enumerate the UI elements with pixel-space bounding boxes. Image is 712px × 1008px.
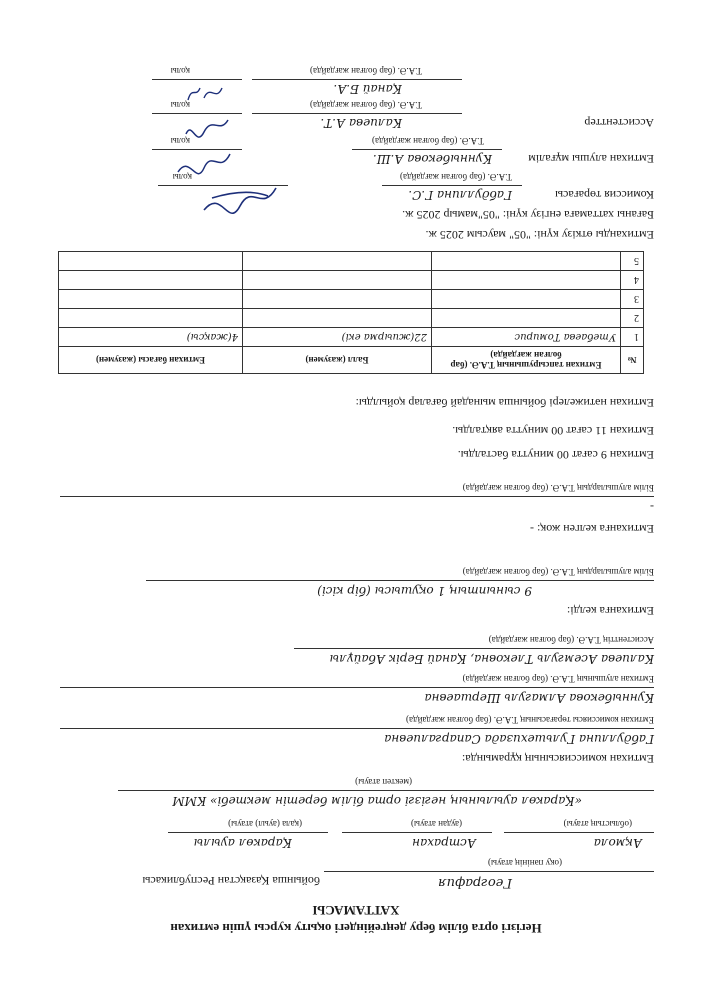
- district-caption: (аудан атауы): [411, 819, 462, 829]
- subject-caption: (оқу пәнінің атауы): [487, 858, 562, 868]
- examiner-sign-caption: қолы: [170, 136, 190, 146]
- cell-no: 5: [621, 252, 644, 271]
- cell-name: [432, 309, 621, 328]
- cell-points: [243, 252, 432, 271]
- cell-no: 4: [621, 271, 644, 290]
- chair-full-name: Габдуллина Гульшехизада Сапаргалиевна: [384, 732, 654, 746]
- assistants-caption: Ассистенттің Т.А.Ә. (бар болған жағдайда): [488, 635, 654, 645]
- cell-points: [243, 309, 432, 328]
- chair-sign-label: Комиссия төрағасы: [555, 188, 654, 202]
- chair-short-name: Габдуллина Г.С.: [408, 188, 512, 202]
- district-value: Астрахан: [412, 836, 476, 850]
- cell-name: Утебаева Томирис: [432, 328, 621, 347]
- came-caption: Білім алушылардың Т.А.Ә. (бар болған жағдайда): [462, 567, 654, 577]
- cell-grade: 4(жақсы): [59, 328, 243, 347]
- col-name-header: Емтихан тапсырушының Т.А.Ә. (бар болған жағдайда): [432, 347, 621, 374]
- end-time: Емтихан 11 сағат 00 минутта аяқталды.: [452, 424, 654, 438]
- cell-no: 3: [621, 290, 644, 309]
- results-table: [58, 251, 644, 374]
- commission-heading: Емтихан комиссиясының құрамында:: [461, 752, 654, 766]
- oblast-caption: (облыстың атауы): [563, 819, 632, 829]
- came-value: 9 сыныптың 1 оқушысы (бір кісі): [317, 584, 532, 598]
- table-row: [59, 252, 644, 271]
- col-points-header: Балл (жазумен): [243, 347, 432, 374]
- assistant2-sign-caption: қолы: [170, 66, 190, 76]
- cell-name: [432, 271, 621, 290]
- chair-caption: Емтихан комиссиясы төрағасының Т.А.Ә. (бар болған жағдайда): [406, 715, 654, 725]
- cell-grade: [59, 290, 243, 309]
- exam-date: Емтиханды өткізу күні: "05" маусым 2025 ж.: [425, 228, 654, 242]
- absent-heading: Емтиханға келген жоқ: -: [530, 522, 654, 536]
- results-heading: Емтихан нәтижелері бойынша мынадай бағалар қойылды:: [355, 396, 654, 410]
- col-no-header: №: [621, 347, 644, 374]
- examiner-full-name: Кунныбекова Алмагуль Шершаевна: [424, 691, 654, 705]
- table-header-row: [59, 347, 644, 374]
- assistant1-short-name: Калиева А.Т.: [320, 116, 402, 130]
- oblast-value: Ақмола: [593, 836, 642, 850]
- village-caption: (қала (ауыл) атауы): [228, 819, 302, 829]
- table-row: [59, 290, 644, 309]
- cell-grade: [59, 271, 243, 290]
- chair-signature: [198, 178, 282, 218]
- title-line1: Негізгі орта білім беру деңгейіндегі оқыту курсы үшін емтихан: [170, 921, 542, 936]
- cell-no: 1: [621, 328, 644, 347]
- assistant1-sign-caption: қолы: [170, 100, 190, 110]
- assistant2-name-caption: Т.А.Ә. (бар болған жағдайда): [310, 66, 422, 76]
- cell-points: [243, 290, 432, 309]
- assistant1-signature: [182, 112, 232, 140]
- title-line2: ХАТТАМАСЫ: [312, 903, 400, 918]
- cell-grade: [59, 252, 243, 271]
- chair-sign-caption: қолы: [172, 172, 192, 182]
- cell-points: [243, 271, 432, 290]
- cell-points: 22(жиырма екі): [243, 328, 432, 347]
- village-value: Қаракөл ауылы: [193, 836, 292, 850]
- table-row: [59, 309, 644, 328]
- subject-suffix: бойынша Қазақстан Республикасы: [142, 874, 320, 888]
- table-row: [59, 328, 644, 347]
- school-caption: (мектеп атауы): [355, 777, 412, 787]
- subject-value: География: [438, 875, 512, 890]
- col-grade-header: Емтихан бағасы (жазумен): [59, 347, 243, 374]
- examiner-sign-label: Емтихан алушы мұғалім: [528, 152, 654, 166]
- examiner-name-caption: Т.А.Ә. (бар болған жағдайда): [372, 136, 484, 146]
- assistant2-short-name: Қанай Б.А.: [333, 82, 402, 96]
- school-name: «Қаракөл ауылының негізгі орта білім беретін мектебі» КММ: [172, 794, 582, 808]
- cell-name: [432, 290, 621, 309]
- examiner-signature: [174, 146, 234, 178]
- examiner-caption: Емтихан алушының Т.А.Ә. (бар болған жағдайда): [462, 674, 654, 684]
- examiner-short-name: Кунныбекова А.Ш.: [372, 152, 492, 166]
- absent-caption: Білім алушылардың Т.А.Ә. (бар болған жағдайда): [462, 483, 654, 493]
- assistants-sign-label: Ассистенттер: [584, 116, 654, 130]
- assistant1-name-caption: Т.А.Ә. (бар болған жағдайда): [310, 100, 422, 110]
- assistants-full-name: Калиева Асемгуль Тлековна, Қанай Берік Абайұлы: [329, 652, 654, 666]
- cell-name: [432, 252, 621, 271]
- chair-name-caption: Т.А.Ә. (бар болған жағдайда): [400, 172, 512, 182]
- absent-value: -: [650, 500, 654, 514]
- assistant2-signature: [186, 80, 226, 106]
- start-time: Емтихан 9 сағат 00 минутта басталды.: [457, 448, 654, 462]
- table-row: [59, 271, 644, 290]
- cell-no: 2: [621, 309, 644, 328]
- entry-date: Бағаны хаттамаға енгізу күні: "05"мамыр 2025 ж.: [402, 208, 654, 222]
- cell-grade: [59, 309, 243, 328]
- came-heading: Емтиханға келді:: [566, 604, 654, 618]
